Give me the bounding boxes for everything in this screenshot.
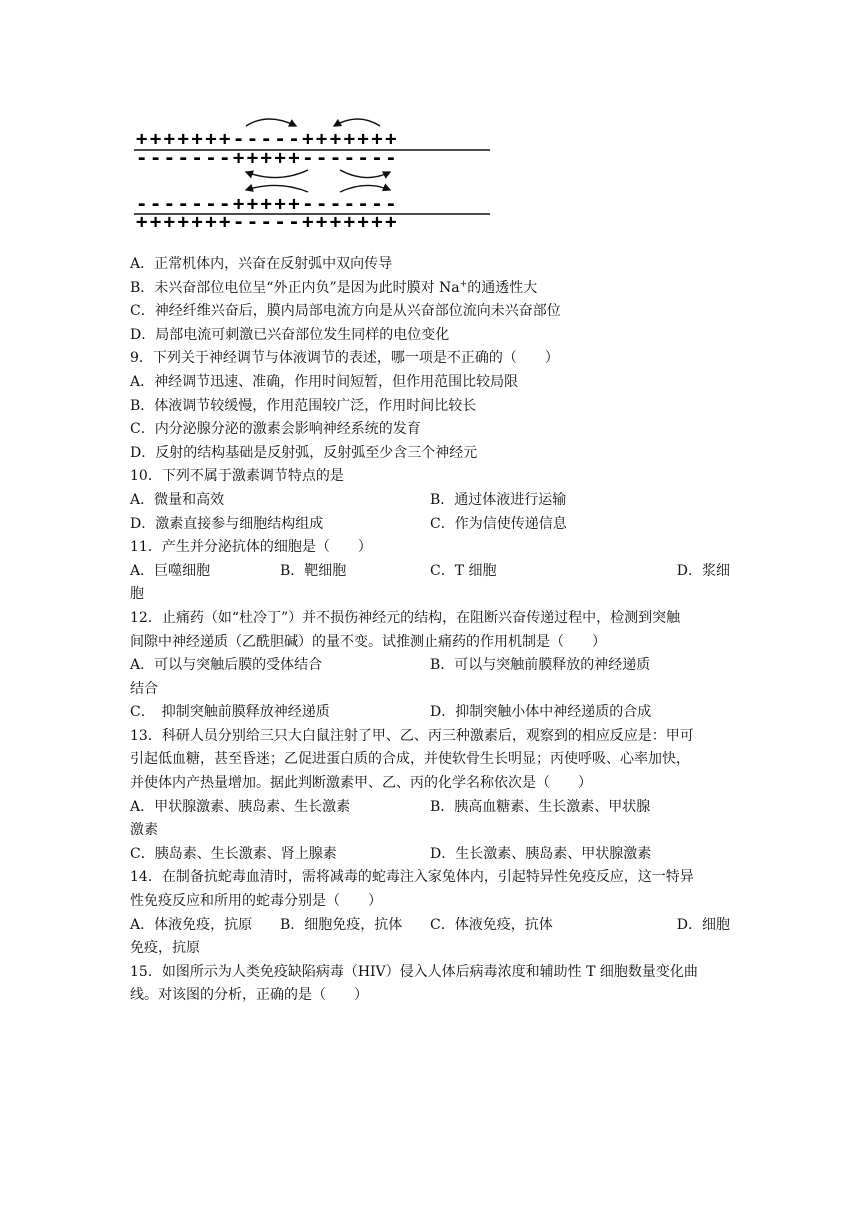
q12-options-row-2 [130, 701, 730, 725]
q8-option-b: B．未兴奋部位电位呈“外正内负”是因为此时膜对 Na+的通透性大 [130, 278, 538, 296]
q13-option-c: C．胰岛素、生长激素、肾上腺素 [130, 845, 337, 862]
q11-option-b: B．靶细胞 [280, 562, 347, 579]
q14-option-d-wrap: 免疫，抗原 [130, 940, 200, 957]
q12-option-d: D．抑制突触小体中神经递质的合成 [430, 704, 652, 721]
current-arrow [246, 119, 296, 126]
q10-options-row-2 [130, 513, 730, 537]
q10-option-a: A．微量和高效 [130, 491, 225, 508]
q8-option-d: D．局部电流可刺激已兴奋部位发生同样的电位变化 [130, 326, 450, 343]
q13-stem-line-1: 13．科研人员分别给三只大白鼠注射了甲、乙、丙三种激素后，观察到的相应反应是：甲可 [130, 727, 694, 744]
q11-option-c: C．T 细胞 [430, 562, 497, 579]
q13-options-row-2 [130, 843, 730, 867]
q12-options-row-1 [130, 654, 730, 678]
q8-option-c: C．神经纤维兴奋后，膜内局部电流方向是从兴奋部位流向未兴奋部位 [130, 303, 561, 320]
membrane-charges-bottom-inner: -------+++++------- [136, 193, 399, 215]
q13-stem-line-2: 引起低血糖，甚至昏迷；乙促进蛋白质的合成，并使软骨生长明显；丙使呼吸、心率加快， [130, 751, 690, 768]
question-content [130, 253, 730, 1008]
current-arrow [334, 119, 380, 126]
q9-option-d: D．反射的结构基础是反射弧，反射弧至少含三个神经元 [130, 444, 478, 461]
q10-option-b: B．通过体液进行运输 [430, 491, 567, 508]
current-arrow [246, 170, 308, 178]
q12-option-b-wrap: 结合 [130, 680, 158, 697]
q14-option-c: C．体液免疫，抗体 [430, 916, 553, 933]
q11-options-row [130, 560, 730, 584]
q13-stem-line-3: 并使体内产热量增加。据此判断激素甲、乙、丙的化学名称依次是（ ） [130, 775, 592, 792]
current-arrow [246, 185, 308, 192]
q9-stem: 9．下列关于神经调节与体液调节的表述，哪一项是不正确的（ ） [130, 350, 559, 367]
q12-option-b: B．可以与突触前膜释放的神经递质 [430, 657, 651, 674]
q9-option-a: A．神经调节迅速、准确，作用时间短暂，但作用范围比较局限 [130, 373, 519, 390]
q14-options-row [130, 914, 730, 938]
membrane-charges-bottom-outer: +++++++-----+++++++ [136, 211, 399, 232]
q13-option-b-wrap: 激素 [130, 822, 158, 839]
q13-option-a: A．甲状腺激素、胰岛素、生长激素 [130, 798, 351, 815]
q10-option-c: C．作为信使传递信息 [430, 515, 567, 532]
q11-stem: 11．产生并分泌抗体的细胞是（ ） [130, 539, 372, 556]
q9-option-c: C．内分泌腺分泌的激素会影响神经系统的发育 [130, 421, 421, 438]
nerve-fiber-figure [128, 112, 498, 232]
q14-stem-line-2: 性免疫反应和所用的蛇毒分别是（ ） [130, 893, 382, 910]
q12-stem-line-1: 12．止痛药（如“杜冷丁”）并不损伤神经元的结构，在阻断兴奋传递过程中，检测到突触 [130, 609, 681, 626]
q14-option-b: B．细胞免疫，抗体 [280, 916, 403, 933]
q9-option-b: B．体液调节较缓慢，作用范围较广泛，作用时间比较长 [130, 397, 477, 414]
q14-stem-line-1: 14．在制备抗蛇毒血清时，需将减毒的蛇毒注入家兔体内，引起特异性免疫反应，这一特异 [130, 869, 694, 886]
q11-option-d-wrap: 胞 [130, 586, 144, 603]
q13-options-row-1 [130, 796, 730, 820]
q13-option-d: D．生长激素、胰岛素、甲状腺激素 [430, 845, 652, 862]
q13-option-b: B．胰高血糖素、生长激素、甲状腺 [430, 798, 651, 815]
q8-option-a: A．正常机体内，兴奋在反射弧中双向传导 [130, 256, 393, 272]
q14-option-a: A．体液免疫，抗原 [130, 916, 253, 933]
membrane-charges-top-outer: +++++++-----+++++++ [136, 128, 399, 150]
q10-stem: 10．下列不属于激素调节特点的是 [130, 468, 344, 485]
q11-option-d: D．浆细 [676, 562, 730, 579]
q15-stem-line-2: 线。对该图的分析，正确的是（ ） [130, 987, 368, 1004]
q10-options-row-1 [130, 489, 730, 513]
current-arrow [340, 170, 390, 178]
membrane-charges-top-inner: -------+++++------- [136, 147, 399, 169]
q14-option-d: D．细胞 [676, 916, 730, 933]
q11-option-a: A．巨噬细胞 [130, 562, 211, 579]
q15-stem-line-1: 15．如图所示为人类免疫缺陷病毒（HIV）侵入人体后病毒浓度和辅助性 T 细胞数量变化曲 [130, 963, 698, 980]
q10-option-d: D．激素直接参与细胞结构组成 [130, 515, 324, 532]
q12-option-a: A．可以与突触后膜的受体结合 [130, 657, 323, 674]
q12-stem-line-2: 间隙中神经递质（乙酰胆碱）的量不变。试推测止痛药的作用机制是（ ） [130, 633, 606, 650]
q12-option-c: C． 抑制突触前膜释放神经递质 [130, 704, 330, 721]
current-arrow [340, 185, 390, 192]
